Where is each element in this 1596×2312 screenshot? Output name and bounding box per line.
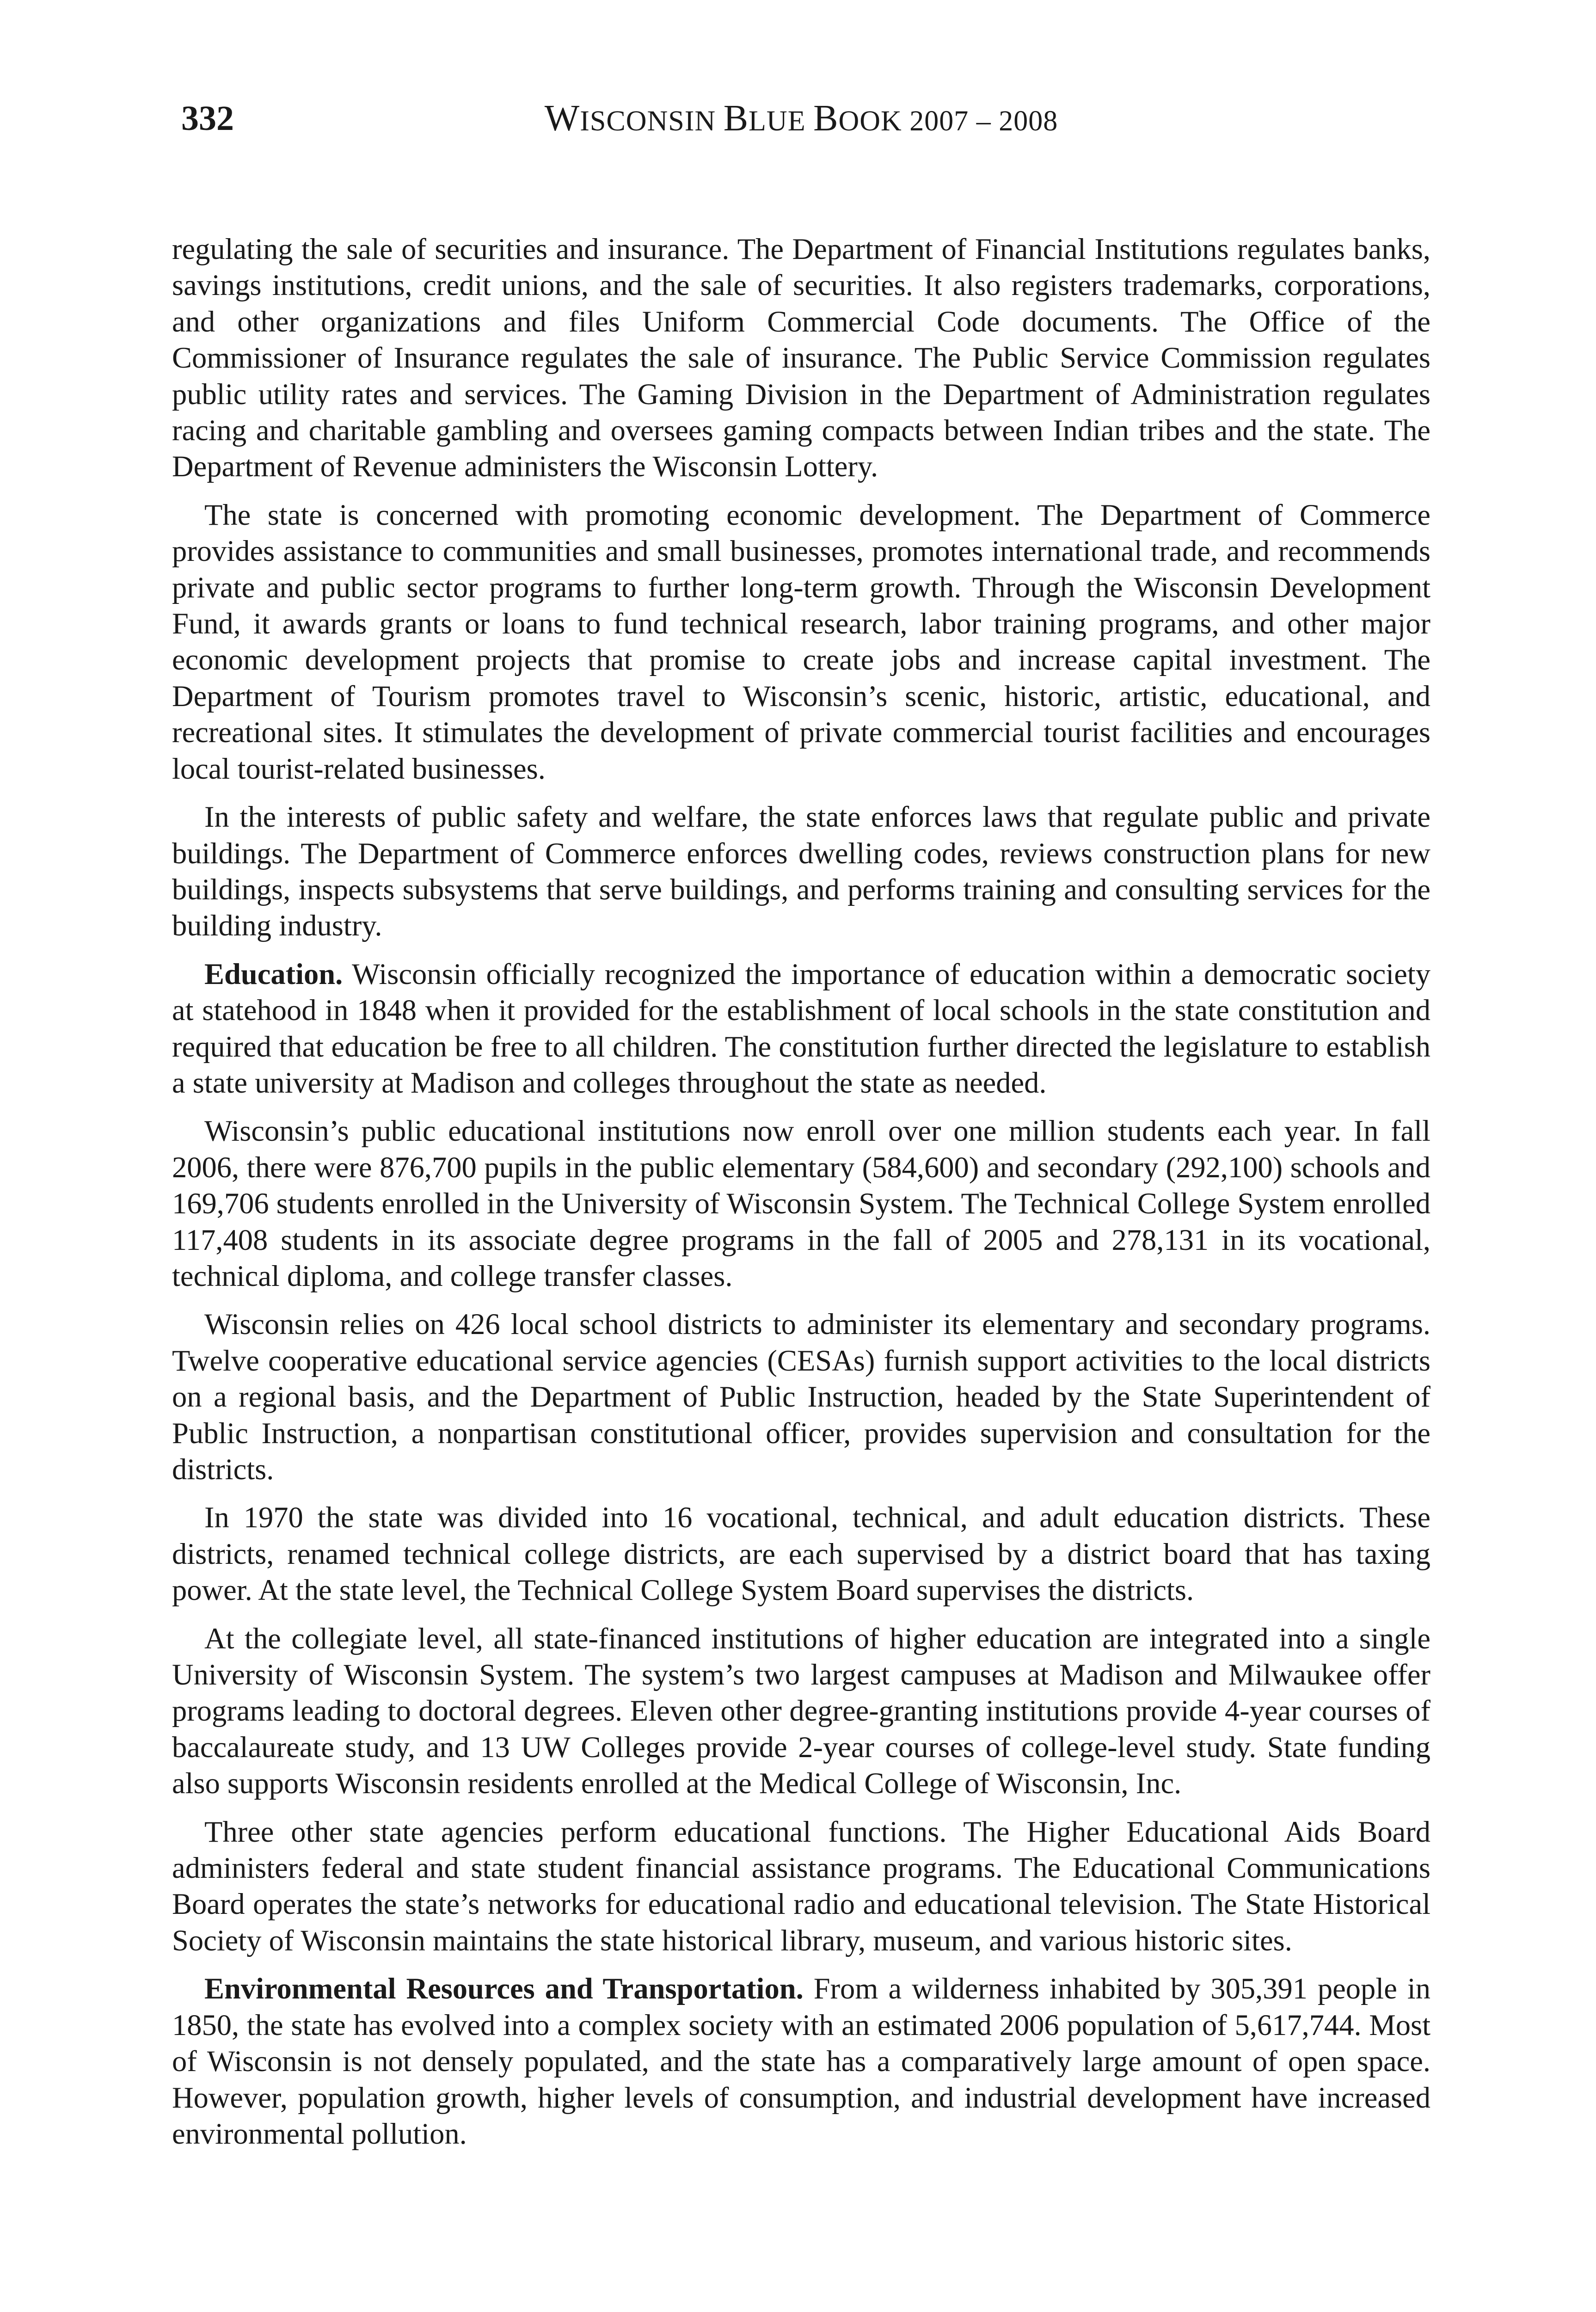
page-header <box>172 91 1430 146</box>
running-head-part: B <box>723 98 749 139</box>
paragraph-text: Three other state agencies perform educational functions. The Higher Educational Aids Board administers federal and state student financial assistance programs. The Educational Communications Board operates the state’s networks for educational radio and educational television. The State Historical Society of Wisconsin maintains the state historical library, museum, and various historic sites. <box>172 1815 1430 1957</box>
running-head <box>172 91 1430 149</box>
paragraph-text: Wisconsin’s public educational institutions now enroll over one million students each year. In fall 2006, there were 876,700 pupils in the public elementary (584,600) and secondary (292,100) schools and 169,706 students enrolled in the University of Wisconsin System. The Technical College System enrolled 117,408 students in its associate degree programs in the fall of 2005 and 278,131 in its vocational, technical diploma, and college transfer classes. <box>172 1114 1430 1292</box>
running-head-part: B <box>813 98 839 139</box>
paragraph-enrollment <box>172 1113 1430 1294</box>
paragraph-text: From a wilderness inhabited by 305,391 people in 1850, the state has evolved into a complex society with an estimated 2006 population of 5,617,744. Most of Wisconsin is not densely populated, and the state has a comparatively large amount of open space. However, population growth, higher levels of consumption, and industrial development have increased environmental pollution. <box>172 1972 1430 2150</box>
paragraph-collegiate-level <box>172 1621 1430 1802</box>
paragraph-education <box>172 956 1430 1101</box>
paragraph-public-safety <box>172 799 1430 944</box>
paragraph-technical-districts <box>172 1500 1430 1608</box>
paragraph-text: regulating the sale of securities and insurance. The Department of Financial Institutions regulates banks, savings institutions, credit unions, and the sale of securities. It also registers trademarks, corporations, and other organizations and files Uniform Commercial Code documents. The Office of the Commissioner of Insurance regulates the sale of insurance. The Public Service Commission regulates public utility rates and services. The Gaming Division in the Department of Administration regulates racing and charitable gambling and oversees gaming compacts between Indian tribes and the state. The Department of Revenue administers the Wisconsin Lottery. <box>172 233 1430 483</box>
running-head-part: W <box>544 98 580 139</box>
paragraph-economic-development <box>172 497 1430 787</box>
paragraph-text: At the collegiate level, all state-financed institutions of higher education are integrated into a single University of Wisconsin System. The system’s two largest campuses at Madison and Milwaukee offer programs leading to doctoral degrees. Eleven other degree-granting institutions provide 4-year courses of baccalaureate study, and 13 UW Colleges provide 2-year courses of college-level study. State funding also supports Wisconsin residents enrolled at the Medical College of Wisconsin, Inc. <box>172 1622 1430 1800</box>
paragraph-text: In 1970 the state was divided into 16 vocational, technical, and adult education districts. These districts, renamed technical college districts, are each supervised by a district board that has taxing power. At the state level, the Technical College System Board supervises the districts. <box>172 1501 1430 1607</box>
paragraph-environmental-resources <box>172 1971 1430 2152</box>
paragraph-text: Wisconsin officially recognized the importance of education within a democratic society at statehood in 1848 when it provided for the establishment of local schools in the state constitution and required that education be free to all children. The constitution further directed the legislature to establish a state university at Madison and colleges throughout the state as needed. <box>172 957 1430 1099</box>
paragraph-text: The state is concerned with promoting economic development. The Department of Commerce provides assistance to communities and small businesses, promotes international trade, and recommends private and public sector programs to further long-term growth. Through the Wisconsin Development Fund, it awards grants or loans to fund technical research, labor training programs, and other major economic development projects that promise to create jobs and increase capital investment. The Department of Tourism promotes travel to Wisconsin’s scenic, historic, artistic, educational, and recreational sites. It stimulates the development of private commercial tourist facilities and encourages local tourist-related businesses. <box>172 498 1430 785</box>
section-heading-environmental: Environmental Resources and Transportation. <box>204 1972 804 2005</box>
paragraph-text: Wisconsin relies on 426 local school districts to administer its elementary and secondary programs. Twelve cooperative educational service agencies (CESAs) furnish support activities to the local districts on a regional basis, and the Department of Public Instruction, headed by the State Superintendent of Public Instruction, a nonpartisan constitutional officer, provides supervision and consultation for the districts. <box>172 1308 1430 1486</box>
paragraph-educational-agencies <box>172 1814 1430 1959</box>
paragraph-securities-insurance <box>172 231 1430 485</box>
body-text <box>172 231 1430 2164</box>
paragraph-text: In the interests of public safety and welfare, the state enforces laws that regulate public and private buildings. The Department of Commerce enforces dwelling codes, reviews construction plans for new buildings, inspects subsystems that serve buildings, and performs training and consulting services for the building industry. <box>172 800 1430 942</box>
running-head-part: OOK 2007 – 2008 <box>838 105 1058 137</box>
section-heading-education: Education. <box>204 957 343 990</box>
running-head-part: LUE <box>749 105 814 137</box>
paragraph-school-districts <box>172 1306 1430 1488</box>
page-number: 332 <box>181 99 234 138</box>
running-head-part: ISCONSIN <box>580 105 724 137</box>
